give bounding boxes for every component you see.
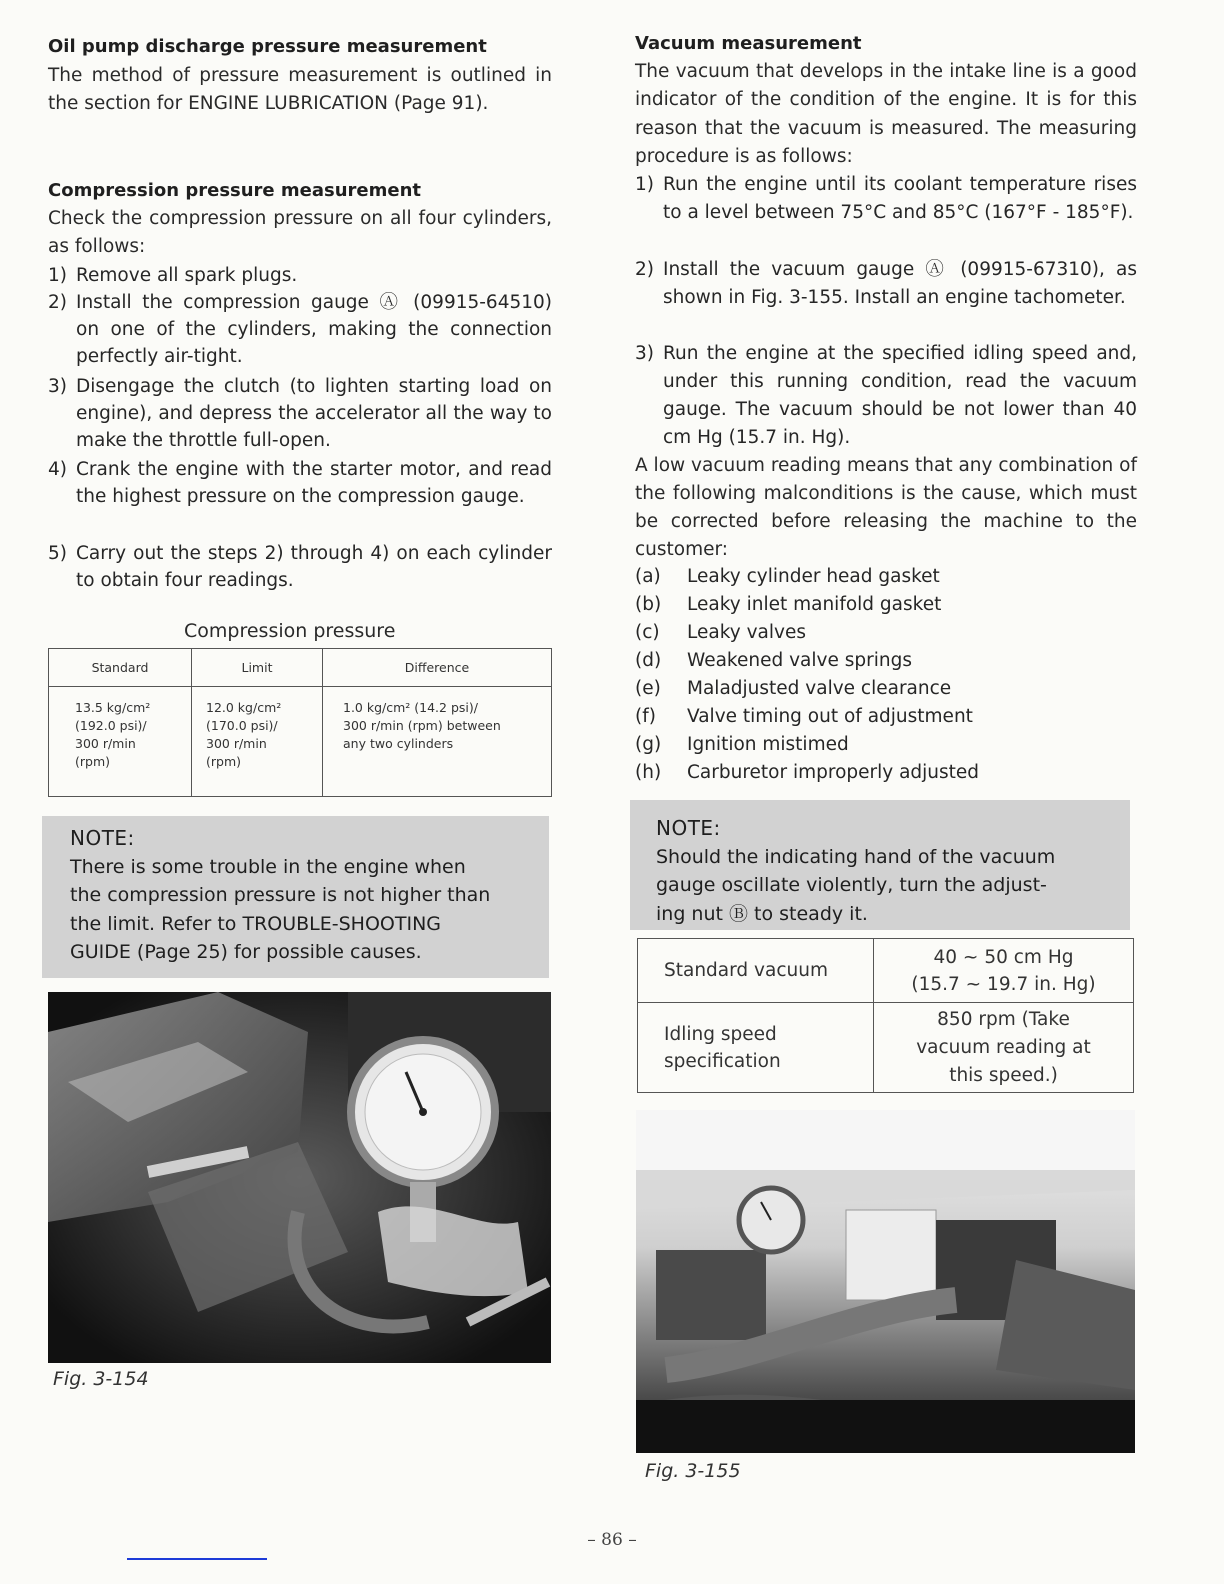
step-number: 3) xyxy=(635,343,654,364)
vacuum-intro: The vacuum that develops in the intake line is a good indicator of the condition of the engine. It is for this reason that the vacuum is measured. The measuring procedure is as follows: xyxy=(635,61,1137,167)
cell-line: 300 r/min (rpm) between xyxy=(343,718,501,733)
cell-line: 12.0 kg/cm² xyxy=(206,700,282,715)
spec-label xyxy=(638,1003,874,1093)
table-header: Limit xyxy=(192,649,323,687)
note-line: GUIDE (Page 25) for possible causes. xyxy=(70,941,422,963)
fig-3-155-caption: Fig. 3-155 xyxy=(645,1460,741,1482)
condition-letter: (c) xyxy=(635,622,660,643)
cell-line: 850 rpm (Take xyxy=(937,1008,1070,1030)
cell-line: Standard vacuum xyxy=(664,960,828,981)
note-title: NOTE: xyxy=(656,816,721,840)
condition-letter: (f) xyxy=(635,706,656,727)
step-number: 5) xyxy=(48,543,67,564)
condition-text: Weakened valve springs xyxy=(687,650,912,671)
condition-letter: (a) xyxy=(635,566,661,587)
condition-letter: (b) xyxy=(635,594,662,615)
compression-table xyxy=(48,648,552,797)
step-text: Run the engine at the specified idling speed and, under this running condition, read the vacuum gauge. The vacuum should be not lower than 40 cm Hg (15.7 in. Hg). xyxy=(663,343,1137,448)
note-title: NOTE: xyxy=(70,826,135,850)
cell-line: (170.0 psi)/ xyxy=(206,718,278,733)
step-number: 1) xyxy=(48,265,67,286)
cell-line: (rpm) xyxy=(75,754,111,769)
engine-photo-illustration xyxy=(48,992,551,1363)
vacuum-spec-table xyxy=(637,938,1134,1093)
oil-pump-heading: Oil pump discharge pressure measurement xyxy=(48,36,487,57)
cell-line: this speed.) xyxy=(949,1064,1058,1086)
compression-intro: Check the compression pressure on all four cylinders, as follows: xyxy=(48,208,552,257)
step-text: Run the engine until its coolant temperature rises to a level between 75°C and 85°C (167°F - 185°F). xyxy=(663,174,1137,223)
vacuum-note xyxy=(630,800,1130,930)
cell-line: 300 r/min xyxy=(75,736,136,751)
note-line: the limit. Refer to TROUBLE-SHOOTING xyxy=(70,912,442,935)
step-number: 1) xyxy=(635,174,654,195)
compression-gauge-photo xyxy=(48,992,551,1363)
step-number: 2) xyxy=(635,259,654,280)
engine-bay-photo-illustration xyxy=(636,1110,1135,1453)
note-line: Should the indicating hand of the vacuum xyxy=(656,845,1056,868)
note-line: ing nut Ⓑ to steady it. xyxy=(656,902,868,925)
table-cell-difference xyxy=(323,687,552,797)
condition-letter: (e) xyxy=(635,678,661,699)
condition-text: Carburetor improperly adjusted xyxy=(687,762,980,783)
spec-label xyxy=(638,939,874,1003)
table-cell-standard xyxy=(49,687,192,797)
cell-line: 300 r/min xyxy=(206,736,267,751)
compression-note xyxy=(42,816,549,978)
cell-line: (rpm) xyxy=(206,754,242,769)
cell-line: 40 ~ 50 cm Hg xyxy=(933,946,1074,968)
step-text: Install the compression gauge Ⓐ (09915-64510) on one of the cylinders, making the connection perfectly air-tight. xyxy=(76,292,552,367)
compression-table-title: Compression pressure xyxy=(184,620,396,642)
condition-text: Ignition mistimed xyxy=(687,734,849,755)
table-cell-limit xyxy=(192,687,323,797)
condition-text: Maladjusted valve clearance xyxy=(687,678,952,699)
condition-text: Leaky inlet manifold gasket xyxy=(687,594,942,615)
vacuum-gauge-photo xyxy=(636,1110,1135,1453)
spec-value xyxy=(874,939,1134,1003)
condition-text: Leaky valves xyxy=(687,622,806,643)
step-text: Crank the engine with the starter motor, and read the highest pressure on the compression gauge. xyxy=(76,459,552,507)
oil-pump-text: The method of pressure measurement is outlined in the section for ENGINE LUBRICATION (Page 91). xyxy=(48,65,552,114)
page-number: – 86 – xyxy=(587,1530,637,1550)
condition-text: Valve timing out of adjustment xyxy=(687,706,973,727)
cell-line: (15.7 ~ 19.7 in. Hg) xyxy=(911,973,1096,995)
cell-line: 1.0 kg/cm² (14.2 psi)/ xyxy=(343,700,478,715)
vacuum-heading: Vacuum measurement xyxy=(635,33,862,54)
note-line: There is some trouble in the engine when xyxy=(70,855,466,878)
condition-letter: (h) xyxy=(635,762,662,783)
cell-line: Idling speed xyxy=(664,1023,777,1045)
fig-3-154-caption: Fig. 3-154 xyxy=(53,1368,149,1390)
cell-line: 13.5 kg/cm² xyxy=(75,700,151,715)
cell-line: (192.0 psi)/ xyxy=(75,718,147,733)
step-text: Remove all spark plugs. xyxy=(76,265,298,286)
step-number: 3) xyxy=(48,376,67,397)
condition-letter: (g) xyxy=(635,734,662,755)
note-line: gauge oscillate violently, turn the adjust- xyxy=(656,874,1047,896)
compression-heading: Compression pressure measurement xyxy=(48,180,422,201)
step-number: 4) xyxy=(48,459,67,480)
condition-letter: (d) xyxy=(635,650,662,671)
step-number: 2) xyxy=(48,292,67,313)
note-line: the compression pressure is not higher than xyxy=(70,884,491,906)
low-vacuum-text: A low vacuum reading means that any combination of the following malconditions is the cause, which must be corrected before releasing the machine to the customer: xyxy=(635,455,1137,560)
step-text: Carry out the steps 2) through 4) on each cylinder to obtain four readings. xyxy=(76,543,552,591)
step-text: Disengage the clutch (to lighten starting load on engine), and depress the accelerator all the way to make the throttle full-open. xyxy=(76,376,552,451)
condition-text: Leaky cylinder head gasket xyxy=(687,566,940,587)
spec-value xyxy=(874,1003,1134,1093)
table-header: Difference xyxy=(323,649,552,687)
underline-mark xyxy=(127,1558,267,1560)
cell-line: vacuum reading at xyxy=(916,1036,1091,1058)
cell-line: specification xyxy=(664,1050,781,1072)
table-header: Standard xyxy=(49,649,192,687)
step-text: Install the vacuum gauge Ⓐ (09915-67310), as shown in Fig. 3-155. Install an engine tachometer. xyxy=(663,259,1137,308)
cell-line: any two cylinders xyxy=(343,736,454,751)
